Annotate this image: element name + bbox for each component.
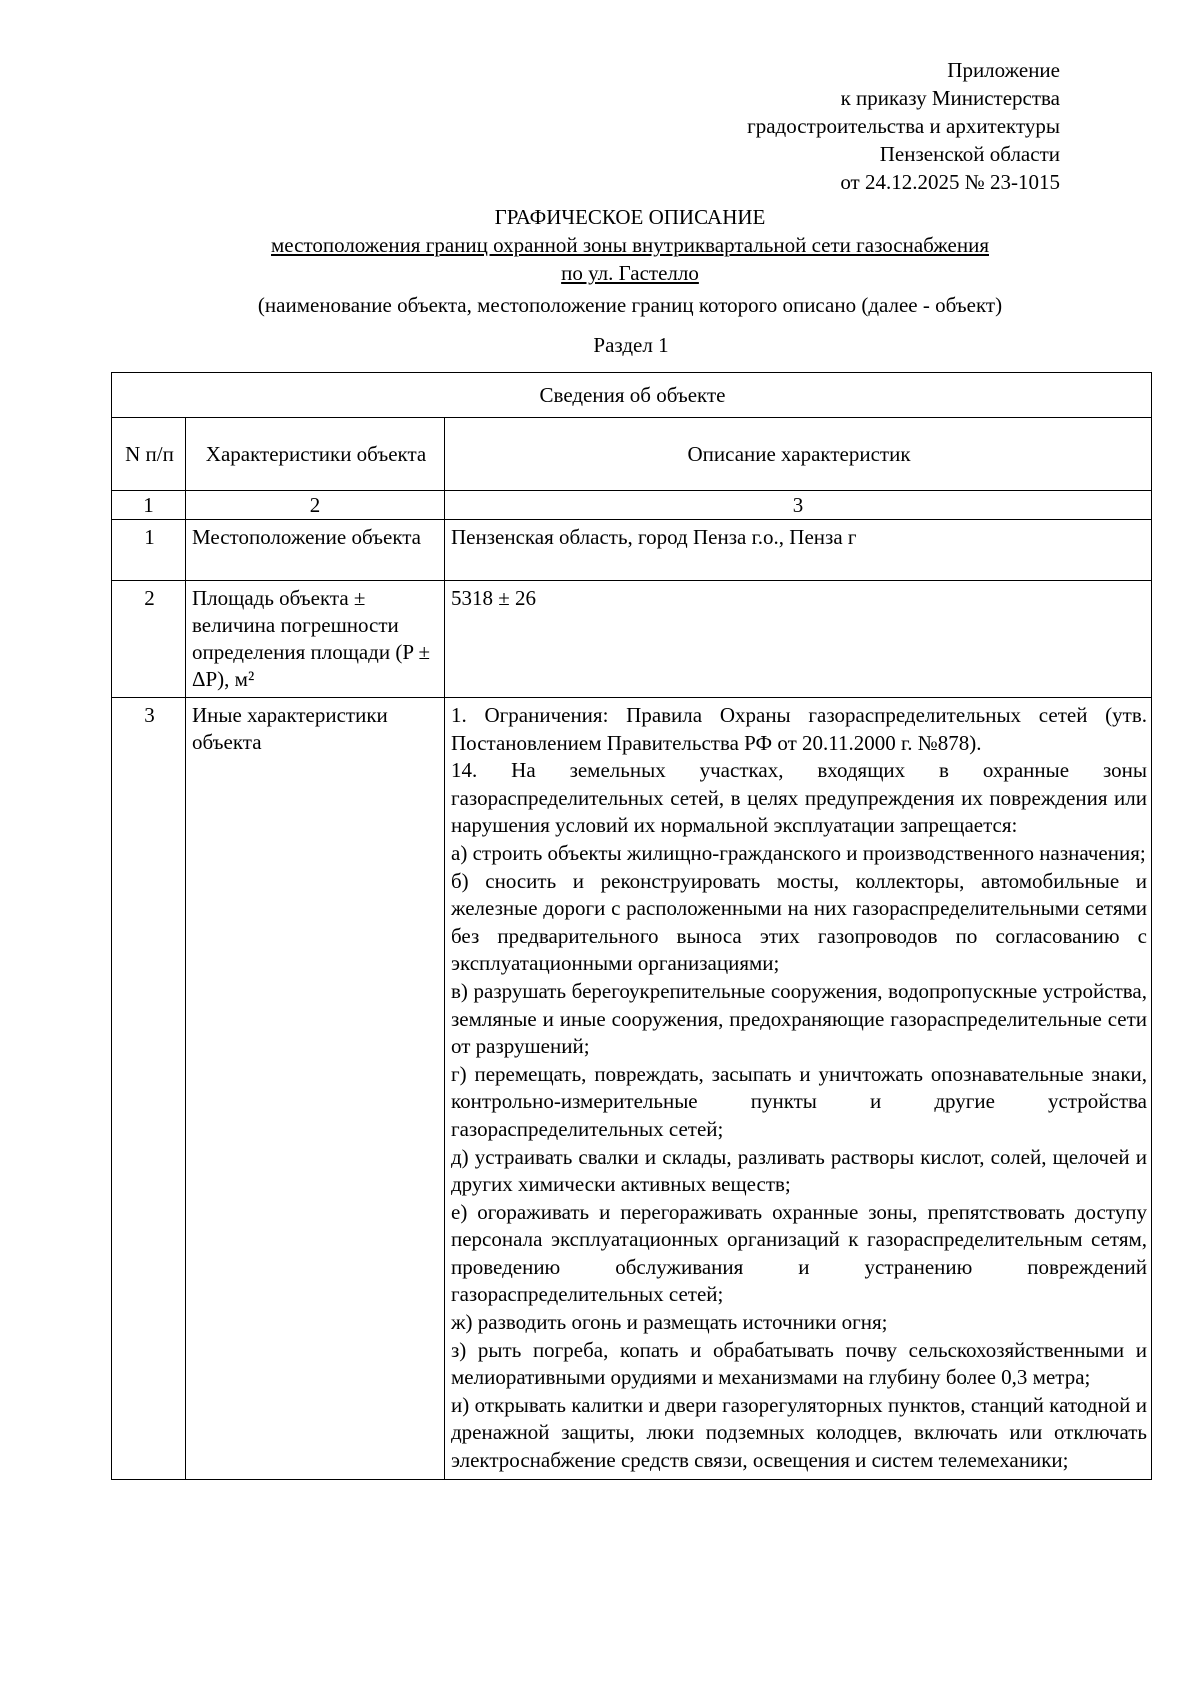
row-characteristic: Местоположение объекта [186,520,445,581]
column-index: 2 [186,491,445,520]
table-row [112,581,1152,698]
row-value: 5318 ± 26 [445,581,1152,698]
appendix-line: к приказу Министерства [840,86,1060,110]
header-characteristics: Характеристики объекта [186,418,445,491]
object-name-line2: по ул. Гастелло [561,261,699,285]
row-number: 1 [112,520,186,581]
object-name-line1: местоположения границ охранной зоны внутриквартальной сети газоснабжения [271,233,989,257]
object-name-note: (наименование объекта, местоположение границ которого описано (далее - объект) [257,293,1003,317]
restriction-item: ж) разводить огонь и размещать источники огня; [451,1310,888,1335]
appendix-line: Пензенской области [879,142,1060,166]
table-header-row [112,418,1152,491]
restriction-item: б) сносить и реконструировать мосты, коллекторы, автомобильные и железные дороги с расположенными на них газораспределительными сетями без предварительного выноса этих газопроводов по согласованию с эксплуатационными организациями; [451,868,1148,976]
table-caption-row [112,373,1152,418]
restriction-item: в) разрушать берегоукрепительные сооружения, водопропускные устройства, земляные и иные сооружения, предохраняющие газораспределительные сети от разрушений; [451,978,1148,1059]
appendix-date-number: от 24.12.2025 № 23-1015 [840,170,1060,194]
restriction-paragraph: 1. Ограничения: Правила Охраны газораспределительных сетей (утв. Постановлением Правительства РФ от 20.11.2000 г. №878). [451,703,1148,755]
section-title: Раздел 1 [593,333,669,357]
row-value: Пензенская область, город Пенза г.о., Пенза г [445,520,1152,581]
table-index-row [112,491,1152,520]
document-title-block [0,203,1200,319]
restriction-paragraph: 14. На земельных участках, входящих в охранные зоны газораспределительных сетей, в целях предупреждения их повреждения или нарушения условий их нормальной эксплуатации запрещается: [451,758,1148,838]
restriction-item: а) строить объекты жилищно-гражданского и производственного назначения; [451,840,1146,865]
restriction-item: г) перемещать, повреждать, засыпать и уничтожать опознавательные знаки, контрольно-измерительные пункты и другие устройства газораспределительных сетей; [451,1061,1148,1141]
header-number: N п/п [112,418,186,491]
document-title: ГРАФИЧЕСКОЕ ОПИСАНИЕ [494,205,766,229]
row-characteristic: Иные характеристики объекта [186,698,445,1480]
table-caption: Сведения об объекте [112,373,1152,418]
row-restrictions-text [445,698,1152,1480]
restriction-item: з) рыть погреба, копать и обрабатывать почву сельскохозяйственными и мелиоративными орудиями и механизмами на глубину более 0,3 метра; [451,1337,1148,1390]
restriction-item: д) устраивать свалки и склады, разливать растворы кислот, солей, щелочей и других химически активных веществ; [451,1144,1148,1197]
restriction-item: е) огораживать и перегораживать охранные зоны, препятствовать доступу персонала эксплуатационных организаций к газораспределительным сетям, проведению обслуживания и устранению повреждений газораспределительных сетей; [451,1199,1148,1307]
object-info-table [111,372,1152,1480]
appendix-line: градостроительства и архитектуры [747,114,1060,138]
row-number: 3 [112,698,186,1480]
table-row [112,698,1152,1480]
table-row [112,520,1152,581]
appendix-line: Приложение [947,58,1060,82]
restriction-item: и) открывать калитки и двери газорегуляторных пунктов, станций катодной и дренажной защиты, люки подземных колодцев, включать или отключать электроснабжение средств связи, освещения и систем телемеханики; [451,1392,1148,1473]
appendix-header [747,56,1060,196]
column-index: 1 [112,491,186,520]
row-characteristic: Площадь объекта ± величина погрешности определения площади (P ± ΔP), м² [186,581,445,698]
header-description: Описание характеристик [445,418,1152,491]
column-index: 3 [445,491,1152,520]
row-number: 2 [112,581,186,698]
